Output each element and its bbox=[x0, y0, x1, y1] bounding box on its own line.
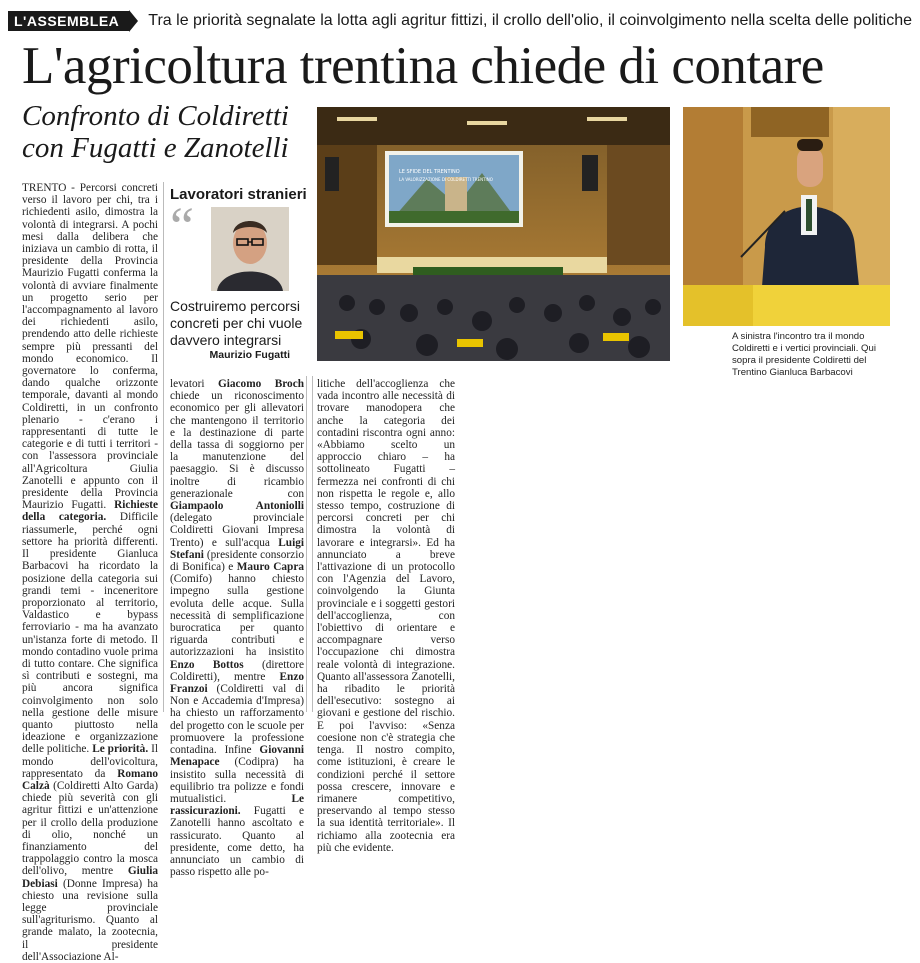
headline: L'agricoltura trentina chiede di contare bbox=[22, 37, 824, 95]
col2-name: Mauro Capra bbox=[236, 561, 304, 574]
president-illustration bbox=[683, 107, 890, 326]
slide-line-1: LE SFIDE DEL TRENTINO bbox=[399, 169, 460, 175]
col2-text: (Codipra) ha insistito sulla necessità di equilibrio tra polizze e fondi mutualistici. bbox=[170, 756, 304, 805]
col1-text: (Coldiretti Alto Garda) chiede più severità con gli agritur fittizi e un'attenzione per il crollo della produzione di olio, nonché un finanziamento del trappolaggio contro la mosca dell'olivo, mentre bbox=[22, 779, 158, 878]
col1-text: (Donne Impresa) ha chiesto una revisione sulla legge provinciale sull'agriturismo. Quanto al grande malato, la zootecnia, il presidente dell'Associazione Al- bbox=[22, 877, 158, 963]
conference-hall-illustration bbox=[317, 107, 670, 361]
kicker-text: Tra le priorità segnalate la lotta agli agritur fittizi, il crollo dell'olio, il coinvolgimento nella scelta delle politiche bbox=[148, 12, 913, 29]
sidebar-title: Lavoratori stranieri bbox=[170, 186, 307, 203]
col2-text: chiede un riconoscimento economico per gli allevatori che mantengono il territorio e la destinazione di parte della tassa di soggiorno per la manutenzione del paesaggio. Si è discusso inoltre di ricambio generazionale con bbox=[170, 390, 304, 500]
col2-text: Fugatti e Zanotelli hanno ascoltato e rassicurato. Quanto al presidente, come detto, ha annunciato un cambio di passo rispetto alle po- bbox=[170, 805, 304, 879]
subheadline: Confronto di Coldiretti con Fugatti e Zanotelli bbox=[22, 100, 289, 164]
quote-icon: “ bbox=[170, 196, 194, 256]
photo-caption: A sinistra l'incontro tra il mondo Coldiretti e i vertici provinciali. Qui sopra il presidente Coldiretti del Trentino Gianluca Barbacovi bbox=[732, 331, 876, 378]
col2-text: levatori bbox=[170, 378, 218, 390]
column-divider bbox=[306, 376, 307, 712]
fugatti-portrait bbox=[211, 207, 289, 291]
col1-subhead-priorita: Le priorità. bbox=[92, 743, 149, 756]
section-tag: L'ASSEMBLEA bbox=[8, 11, 129, 31]
col2-name: Enzo Bottos bbox=[170, 658, 244, 671]
col1-lead: TRENTO - Percorsi concreti verso il lavoro per chi, tra i richiedenti asilo, dimostra la volontà di integrarsi. A pochi mesi dalla delibera che iniziava un cambio di rotta, il presidente della Provincia Maurizio Fugatti conferma la volontà di avviare finalmente un progetto serio per l'accompagnamento al lavoro dei richiedenti asilo, prendendo atto delle richieste sempre più pressanti del mondo economico. Il governatore lo conferma, dando qualche orizzonte temporale, davanti al mondo Coldiretti, in un confronto plenario - c'erano i rappresentanti di tutte le categorie e di tutti i territori - con l'assessora provinciale all'Agricoltura Giulia Zanotelli e appunto con il presidente della Provincia Maurizio Fugatti. bbox=[22, 182, 158, 512]
fugatti-illustration bbox=[211, 207, 289, 291]
conference-photo bbox=[317, 107, 670, 361]
col2-text: (direttore Coldiretti), mentre bbox=[170, 658, 304, 683]
sidebar-author: Maurizio Fugatti bbox=[209, 349, 290, 361]
column-divider bbox=[163, 182, 164, 712]
col2-subhead-rassicurazioni: Le rassicurazioni. bbox=[170, 792, 304, 818]
article-column-1 bbox=[22, 182, 158, 963]
slide-line-2: LA VALORIZZAZIONE DI COLDIRETTI TRENTINO bbox=[399, 177, 493, 182]
col1-name: Romano Calzà bbox=[22, 767, 158, 792]
col2-name: Giampaolo Antoniolli bbox=[170, 500, 304, 513]
col2-text: (Comifo) hanno chiesto impegno sulla gestione evoluta delle acque. Sulla necessità di semplificazione burocratica per quanto riguarda contributi e autorizzazioni ha insistito bbox=[170, 573, 304, 659]
col2-name: Luigi Stefani bbox=[170, 536, 304, 561]
col2-name: Giacomo Broch bbox=[217, 378, 304, 390]
president-photo bbox=[683, 107, 890, 326]
col1-name: Giulia Debiasi bbox=[22, 865, 158, 890]
col2-name: Giovanni Menapace bbox=[170, 744, 304, 769]
kicker bbox=[8, 10, 912, 32]
sidebar-quote: Costruiremo percorsi concreti per chi vuole davvero integrarsi bbox=[170, 298, 303, 348]
article-column-3 bbox=[317, 378, 455, 854]
col2-text: (presidente consorzio di Bonifica) e bbox=[170, 548, 304, 574]
col1-text: Il mondo dell'ovicoltura, rappresentato da bbox=[22, 743, 158, 780]
col2-text: (Coldiretti val di Non e Accademia d'Impresa) ha chiesto un rafforzamento del progetto con le scuole per promuovere la professione contadina. Infine bbox=[170, 683, 304, 757]
col2-text: (delegato provinciale Coldiretti Giovani Impresa Trento) e sull'acqua bbox=[170, 512, 304, 549]
tag-arrow-icon bbox=[129, 10, 138, 32]
col1-text: Difficile riassumerle, perché ogni settore ha priorità differenti. Il presidente Gianluca Barbacovi ha ricordato la posizione della categoria sui grandi temi - inceneritore proporzionato al territorio, Valdastico e bypass ferroviario - ma ha avanzato un'istanza forte di metodo. Il mondo contadino vuole prima di tutto contare. Che significa sì contributi e sostegni, ma più ancora significa coinvolgimento non solo nella gestione delle misure quanto piuttosto nella ideazione e organizzazione delle politiche. bbox=[22, 511, 158, 756]
article-column-2 bbox=[170, 378, 304, 878]
col3-text: litiche dell'accoglienza che vada incontro alle necessità di trovare manodopera che anche la categoria dei contadini riscontra ogni anno: «Abbiamo scelto un approccio chiaro – ha sottolineato Fugatti – fermezza nei confronti di chi non rispetta le regole e, allo stesso tempo, costruzione di percorsi concreti per chi dimostra la volontà di lavorare e integrarsi». Ed ha annunciato a breve l'attivazione di un protocollo con l'Agenzia del Lavoro, coinvolgendo la Giunta provinciale e i soggetti gestori dell'accoglienza, con l'obiettivo di orientare e accompagnare verso l'occupazione chi dimostra reale volontà di integrazione. Quanto all'assessora Zanotelli, ha ribadito le priorità dell'esecutivo: sostegno ai giovani e gestione del rischio. E poi l'avviso: «Senza coesione non c'è strategia che tenga. Il nostro compito, come istituzioni, è creare le condizioni perché il settore possa crescere, innovare e rimanere competitivo, preservando al tempo stesso la sua identità territoriale». Il richiamo alla zootecnia era più che evidente. bbox=[317, 378, 455, 854]
col1-subhead-richieste: Richieste della categoria. bbox=[22, 499, 158, 524]
column-divider bbox=[312, 376, 313, 712]
col2-name: Enzo Franzoi bbox=[170, 670, 304, 696]
